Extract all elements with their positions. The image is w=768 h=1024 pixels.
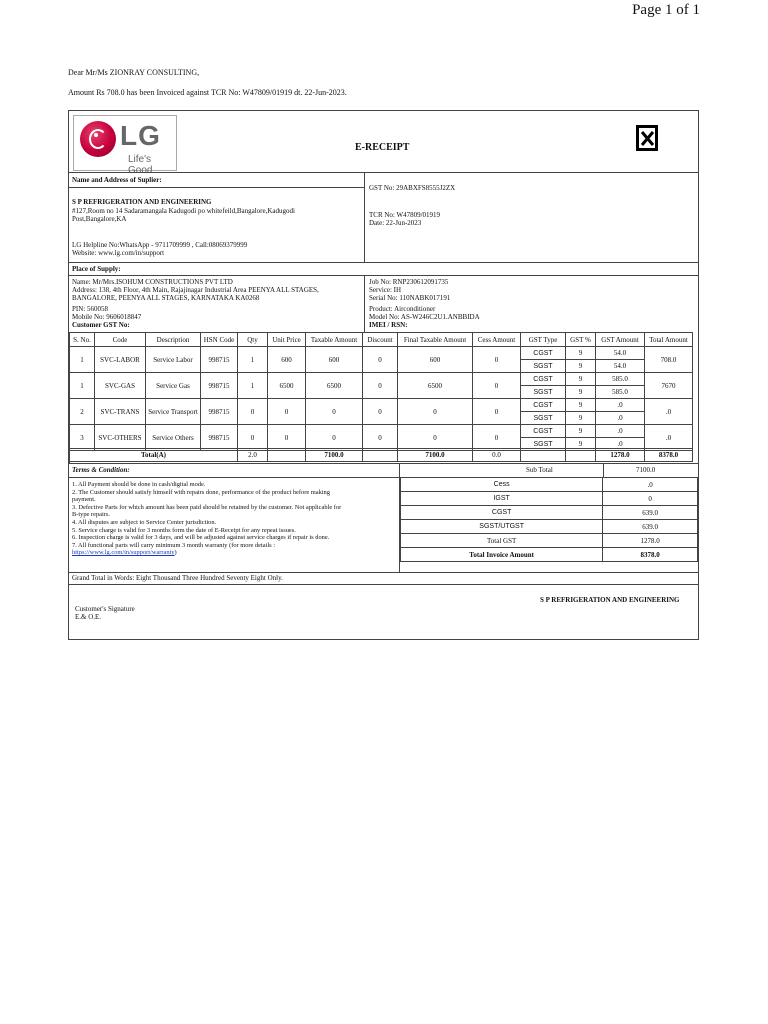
cell-gst-amount: 54.0	[596, 347, 645, 360]
customer-pin: PIN: 560058	[72, 305, 108, 313]
model-number: Model No: AS-W246C2U1.ANBBIDA	[369, 313, 480, 321]
summary-label: IGST	[401, 492, 603, 506]
cell-gst-pct: 9	[566, 373, 596, 386]
total-gst: 1278.0	[596, 449, 645, 462]
cell-total: .0	[645, 399, 693, 425]
cell-taxable: 0	[306, 425, 363, 451]
col-header: Qty	[238, 333, 268, 347]
col-header: GST Type	[521, 333, 566, 347]
summary-row	[401, 506, 698, 520]
cell-gst-amount: .0	[596, 425, 645, 438]
tcr-number: TCR No: W47809/01919	[369, 211, 441, 219]
lg-logo-mark	[80, 121, 116, 157]
imei-rsn: IMEI / RSN:	[369, 321, 408, 329]
terms-line: 4. All disputes are subject to Service Center jurisdiction.	[72, 518, 217, 526]
eoe-label: E.& O.E.	[75, 613, 102, 621]
cell-code: SVC-LABOR	[95, 347, 146, 373]
cell-cess: 0	[473, 399, 521, 425]
summary-row	[401, 478, 698, 492]
cell-discount: 0	[363, 399, 398, 425]
invoice-note: Amount Rs 708.0 has been Invoiced against TCR No: W47809/01919 dt. 22-Jun-2023.	[68, 88, 347, 97]
cell-gst-pct: 9	[566, 412, 596, 425]
cell-gst-amount: 585.0	[596, 373, 645, 386]
cell-description: Service Gas	[146, 373, 201, 399]
receipt-date: Date: 22-Jun-2023	[369, 219, 422, 227]
cell-unit-price: 0	[268, 399, 306, 425]
lg-logo	[73, 115, 177, 176]
warranty-link[interactable]: https://www.lg.com/in/support/warranty	[72, 549, 175, 557]
col-header: Cess Amount	[473, 333, 521, 347]
total-cess: 0.0	[473, 449, 521, 462]
col-header: Code	[95, 333, 146, 347]
cell-cess: 0	[473, 425, 521, 451]
lg-helpline: LG Helpline No:WhatsApp - 9711709999 , Call:08069379999	[72, 241, 248, 249]
cell-gst-amount: .0	[596, 412, 645, 425]
sub-total-value: 7100.0	[636, 466, 656, 474]
items-table	[69, 332, 693, 464]
cell-gst-type: SGST	[521, 386, 566, 399]
summary-value: 8378.0	[603, 548, 698, 562]
cell-final-taxable: 0	[398, 425, 473, 451]
total-label: Total(A)	[70, 449, 238, 462]
col-header: Final Taxable Amount	[398, 333, 473, 347]
cell-gst-type: CGST	[521, 425, 566, 438]
cell-gst-amount: 54.0	[596, 360, 645, 373]
table-header-row	[70, 333, 693, 347]
cell-gst-pct: 9	[566, 438, 596, 451]
summary-label: Cess	[401, 478, 603, 492]
cell-gst-type: SGST	[521, 412, 566, 425]
table-row	[70, 425, 693, 438]
cell-unit-price: 6500	[268, 373, 306, 399]
customer-address-line1: Address: 138, 4th Floor, 4th Main, Rajajinagar Industrial Area PEENYA ALL STAGES,	[72, 286, 319, 294]
cell-gst-amount: .0	[596, 438, 645, 451]
cell-code: SVC-OTHERS	[95, 425, 146, 451]
col-header: HSN Code	[201, 333, 238, 347]
cell-hsn: 998715	[201, 347, 238, 373]
total-row-table	[69, 448, 693, 462]
summary-value: 639.0	[603, 506, 698, 520]
product: Product: Airconditioner	[369, 305, 436, 313]
table-row	[70, 347, 693, 360]
cell-unit-price: 600	[268, 347, 306, 373]
cell-qty: 0	[238, 425, 268, 451]
summary-label: Total Invoice Amount	[401, 548, 603, 562]
cell-taxable: 6500	[306, 373, 363, 399]
cell-total: 708.0	[645, 347, 693, 373]
terms-line: 7. All functional parts will carry minimum 3 month warranty (for more details :	[72, 541, 276, 549]
supplier-address-line1: #127,Room no 14 Sadaramangala Kadugodi po whitefeild,Bangalore,Kadugodi	[72, 207, 295, 215]
summary-row	[401, 492, 698, 506]
col-header: GST %	[566, 333, 596, 347]
col-header: Discount	[363, 333, 398, 347]
col-header: S. No.	[70, 333, 95, 347]
col-header: Total Amount	[645, 333, 693, 347]
receipt-title: E-RECEIPT	[355, 142, 410, 153]
summary-label: CGST	[401, 506, 603, 520]
summary-row	[401, 520, 698, 534]
cell-sno: 1	[70, 347, 95, 373]
cell-description: Service Labor	[146, 347, 201, 373]
qr-code-icon	[636, 125, 660, 151]
serial-number: Serial No: 110NABK017191	[369, 294, 451, 302]
total-qty: 2.0	[238, 449, 268, 462]
cell-cess: 0	[473, 373, 521, 399]
cell-unit-price: 0	[268, 425, 306, 451]
warranty-link-close: )	[174, 549, 177, 557]
summary-label: Total GST	[401, 534, 603, 548]
cell-discount: 0	[363, 373, 398, 399]
cell-description: Service Transport	[146, 399, 201, 425]
salutation: Dear Mr/Ms ZIONRAY CONSULTING,	[68, 68, 200, 77]
cell-taxable: 600	[306, 347, 363, 373]
terms-line: payment.	[72, 496, 96, 504]
summary-value: 0	[603, 492, 698, 506]
e-receipt	[68, 110, 699, 640]
terms-line: B-type repairs.	[72, 511, 110, 519]
total-amount: 8378.0	[645, 449, 693, 462]
cell-qty: 1	[238, 373, 268, 399]
cell-final-taxable: 0	[398, 399, 473, 425]
page-number: Page 1 of 1	[632, 2, 700, 18]
cell-cess: 0	[473, 347, 521, 373]
cell-final-taxable: 6500	[398, 373, 473, 399]
terms-line: 3. Defective Parts for which amount has been paid should be retained by the customer. Not applicable for	[72, 503, 342, 511]
summary-value: .0	[603, 478, 698, 492]
cell-gst-amount: 585.0	[596, 386, 645, 399]
lg-tagline: Life's Good	[128, 154, 153, 176]
table-total-row	[70, 449, 693, 462]
customer-signature-label: Customer's Signature	[75, 605, 135, 613]
service-type: Service: IH	[369, 286, 402, 294]
terms-list	[72, 481, 397, 557]
col-header: Description	[146, 333, 201, 347]
footer-company: S P REFRIGERATION AND ENGINEERING	[540, 596, 680, 604]
place-of-supply-heading: Place of Supply:	[72, 265, 121, 273]
col-header: Unit Price	[268, 333, 306, 347]
grand-total-words: Grand Total in Words: Eight Thousand Three Hundred Seventy Eight Only.	[72, 574, 283, 582]
cell-discount: 0	[363, 347, 398, 373]
cell-gst-type: CGST	[521, 347, 566, 360]
cell-gst-type: SGST	[521, 360, 566, 373]
terms-line: 1. All Payment should be done in cash/digital mode.	[72, 481, 206, 488]
gst-number: GST No: 29ABXFS8555J2ZX	[369, 184, 456, 192]
summary-table	[400, 477, 698, 562]
cell-sno: 3	[70, 425, 95, 451]
table-row	[70, 399, 693, 412]
cell-hsn: 998715	[201, 373, 238, 399]
terms-line: 6. Inspection charge is valid for 3 days, and will be adjusted against service charges if repair is done.	[72, 534, 330, 542]
cell-discount: 0	[363, 425, 398, 451]
total-final-taxable: 7100.0	[398, 449, 473, 462]
cell-gst-pct: 9	[566, 399, 596, 412]
cell-code: SVC-TRANS	[95, 399, 146, 425]
cell-code: SVC-GAS	[95, 373, 146, 399]
table-row	[70, 373, 693, 386]
cell-gst-pct: 9	[566, 347, 596, 360]
customer-gst: Customer GST No:	[72, 321, 130, 329]
total-taxable: 7100.0	[306, 449, 363, 462]
cell-gst-amount: .0	[596, 399, 645, 412]
supplier-address-line2: Post,Bangalore,KA	[72, 215, 127, 223]
supplier-heading: Name and Address of Suplier:	[72, 176, 162, 184]
summary-label: SGST/UTGST	[401, 520, 603, 534]
sub-total-label: Sub Total	[526, 466, 553, 474]
cell-hsn: 998715	[201, 425, 238, 451]
cell-total: .0	[645, 425, 693, 451]
job-number: Job No: RNP230612091735	[369, 278, 449, 286]
cell-taxable: 0	[306, 399, 363, 425]
customer-name: Name: Mr/Mrs.ISOHUM CONSTRUCTIONS PVT LTD	[72, 278, 233, 286]
cell-gst-type: CGST	[521, 399, 566, 412]
supplier-name: S P REFRIGERATION AND ENGINEERING	[72, 198, 212, 206]
col-header: GST Amount	[596, 333, 645, 347]
cell-sno: 2	[70, 399, 95, 425]
cell-qty: 1	[238, 347, 268, 373]
col-header: Taxable Amount	[306, 333, 363, 347]
cell-sno: 1	[70, 373, 95, 399]
cell-hsn: 998715	[201, 399, 238, 425]
terms-heading: Terms & Condition:	[72, 466, 130, 474]
summary-value: 1278.0	[603, 534, 698, 548]
customer-mobile: Mobile No: 9606018847	[72, 313, 142, 321]
terms-line: 5. Service charge is valid for 3 months form the date of E-Receipt for any repeat issues.	[72, 526, 296, 534]
cell-final-taxable: 600	[398, 347, 473, 373]
cell-gst-pct: 9	[566, 360, 596, 373]
cell-description: Service Others	[146, 425, 201, 451]
cell-gst-pct: 9	[566, 425, 596, 438]
customer-address-line2: BANGALORE, PEENYA ALL STAGES, KARNATAKA KA0268	[72, 294, 260, 302]
website: Website: www.lg.com/in/support	[72, 249, 165, 257]
lg-logo-text: LG	[120, 120, 161, 151]
cell-total: 7670	[645, 373, 693, 399]
summary-value: 639.0	[603, 520, 698, 534]
summary-row	[401, 548, 698, 562]
cell-gst-pct: 9	[566, 386, 596, 399]
summary-row	[401, 534, 698, 548]
terms-line: 2. The Customer should satisfy himself with repairs done, performance of the product before making	[72, 488, 330, 496]
cell-gst-type: CGST	[521, 373, 566, 386]
cell-qty: 0	[238, 399, 268, 425]
cell-gst-type: SGST	[521, 438, 566, 451]
